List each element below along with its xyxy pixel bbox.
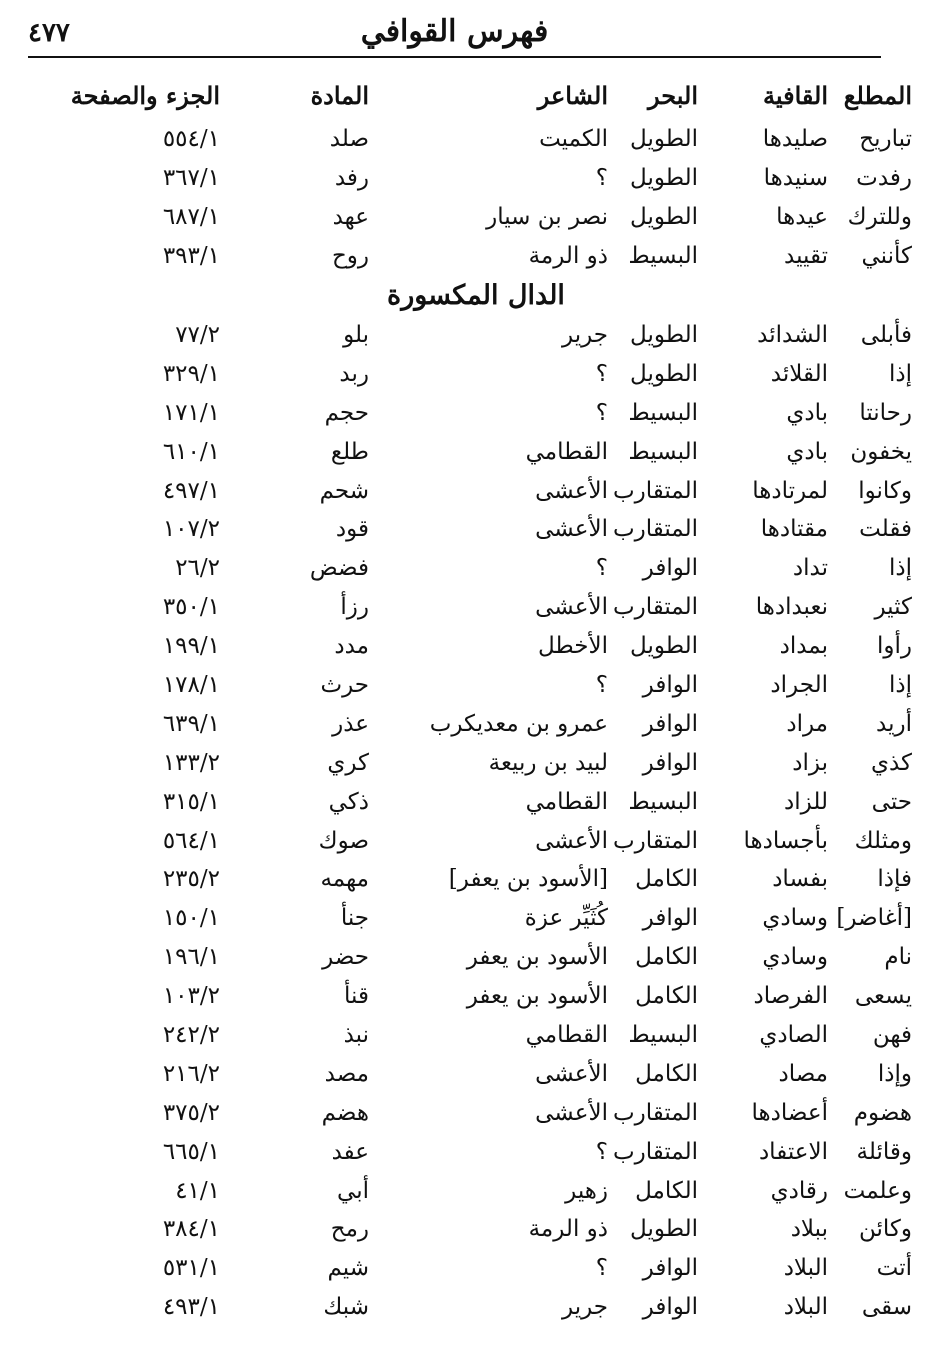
qafia-cell: رقادي <box>770 1177 828 1204</box>
madda-cell: شيم <box>327 1255 369 1282</box>
table-row <box>40 1249 912 1288</box>
shaer-cell: القطامي <box>525 1022 608 1049</box>
shaer-cell: الأعشى <box>535 1099 608 1126</box>
bahr-cell: الوافر <box>642 672 698 699</box>
qafia-cell: البلاد <box>783 1255 828 1282</box>
qafia-cell: الجراد <box>770 672 828 699</box>
volume-page-cell: ١٥٠/١ <box>162 905 220 932</box>
madda-cell: نبذ <box>343 1022 369 1049</box>
section-heading-body <box>40 276 912 316</box>
bahr-cell: المتقارب <box>612 477 698 504</box>
bahr-cell: الكامل <box>635 1060 698 1087</box>
qafia-cell: نعبدادها <box>755 594 828 621</box>
qafia-cell: البلاد <box>783 1294 828 1321</box>
shaer-cell: الأعشى <box>535 1060 608 1087</box>
qafia-cell: وسادي <box>762 944 828 971</box>
bahr-cell: المتقارب <box>612 827 698 854</box>
table-body-bottom <box>40 316 912 1327</box>
bahr-cell: المتقارب <box>612 1099 698 1126</box>
madda-cell: روح <box>331 243 369 270</box>
madda-cell: شبك <box>323 1294 369 1321</box>
bahr-cell: الطويل <box>630 126 698 153</box>
matla-cell: كأنني <box>861 243 912 270</box>
page-title: فهرس القوافي <box>360 14 549 49</box>
table-row <box>40 120 912 159</box>
shaer-cell: الكميت <box>539 126 608 153</box>
bahr-cell: البسيط <box>628 399 698 426</box>
column-header-qafia: القافية <box>762 80 828 110</box>
matla-cell: إذا <box>888 555 912 582</box>
shaer-cell: جرير <box>562 1294 608 1321</box>
qafia-cell: بزاد <box>792 749 828 776</box>
volume-page-cell: ٣١٥/١ <box>162 788 220 815</box>
madda-cell: جنأ <box>340 905 369 932</box>
qafia-cell: صليدها <box>762 126 828 153</box>
table-row <box>40 860 912 899</box>
volume-page-cell: ١٩٦/١ <box>162 944 220 971</box>
rhymes-index-table <box>40 70 912 1327</box>
matla-cell: كثير <box>874 594 912 621</box>
bahr-cell: الكامل <box>635 983 698 1010</box>
volume-page-cell: ٢٣٥/٢ <box>162 866 220 893</box>
bahr-cell: البسيط <box>628 243 698 270</box>
bahr-cell: الكامل <box>635 866 698 893</box>
qafia-cell: بادي <box>786 399 828 426</box>
column-header-volume-page: الجزء والصفحة <box>70 80 220 110</box>
table-row <box>40 237 912 276</box>
volume-page-cell: ٢١٦/٢ <box>162 1060 220 1087</box>
volume-page-cell: ٢٤٢/٢ <box>162 1022 220 1049</box>
qafia-cell: مصاد <box>778 1060 828 1087</box>
column-header-madda: المادة <box>310 80 369 110</box>
table-row <box>40 510 912 549</box>
table-row <box>40 1171 912 1210</box>
bahr-cell: الوافر <box>642 555 698 582</box>
bahr-cell: البسيط <box>628 788 698 815</box>
madda-cell: مهمه <box>320 866 369 893</box>
table-row <box>40 471 912 510</box>
matla-cell: كذي <box>870 749 912 776</box>
table-row <box>40 743 912 782</box>
matla-cell: إذا <box>888 360 912 387</box>
qafia-cell: ببلاد <box>790 1216 828 1243</box>
shaer-cell: ؟ <box>595 165 608 192</box>
matla-cell: هضوم <box>853 1099 912 1126</box>
shaer-cell: عمرو بن معديكرب <box>429 710 608 737</box>
qafia-cell: تداد <box>792 555 828 582</box>
table-header-row <box>40 70 912 120</box>
matla-cell: فهن <box>872 1022 912 1049</box>
madda-cell: طلع <box>330 438 369 465</box>
qafia-cell: الفرصاد <box>753 983 828 1010</box>
volume-page-cell: ١٩٩/١ <box>162 633 220 660</box>
table-row <box>40 782 912 821</box>
qafia-cell: تقييد <box>784 243 828 270</box>
madda-cell: حجم <box>324 399 369 426</box>
madda-cell: فضض <box>309 555 369 582</box>
table-row <box>40 1210 912 1249</box>
madda-cell: شحم <box>319 477 369 504</box>
shaer-cell: الأسود بن يعفر <box>466 944 608 971</box>
table-row <box>40 1016 912 1055</box>
qafia-cell: الصادي <box>759 1022 828 1049</box>
matla-cell: سقى <box>861 1294 912 1321</box>
table-row <box>40 938 912 977</box>
volume-page-cell: ٣٦٧/١ <box>162 165 220 192</box>
bahr-cell: البسيط <box>628 1022 698 1049</box>
shaer-cell: ؟ <box>595 360 608 387</box>
bahr-cell: الكامل <box>635 1177 698 1204</box>
volume-page-cell: ١٧١/١ <box>162 399 220 426</box>
volume-page-cell: ٣٨٤/١ <box>162 1216 220 1243</box>
bahr-cell: المتقارب <box>612 516 698 543</box>
qafia-cell: مقتادها <box>760 516 828 543</box>
volume-page-cell: ٥٥٤/١ <box>162 126 220 153</box>
matla-cell: وقائلة <box>856 1138 912 1165</box>
qafia-cell: بمداد <box>779 633 828 660</box>
volume-page-cell: ٦٦٥/١ <box>162 1138 220 1165</box>
madda-cell: صوك <box>318 827 369 854</box>
matla-cell: ومثلك <box>854 827 912 854</box>
table-row <box>40 1093 912 1132</box>
table-row <box>40 432 912 471</box>
header-rule <box>28 56 881 58</box>
madda-cell: هضم <box>321 1099 369 1126</box>
volume-page-cell: ٣٢٩/١ <box>162 360 220 387</box>
table-row <box>40 899 912 938</box>
madda-cell: حرث <box>320 672 369 699</box>
volume-page-cell: ١٠٧/٢ <box>162 516 220 543</box>
table-row <box>40 821 912 860</box>
volume-page-cell: ٥٦٤/١ <box>162 827 220 854</box>
matla-cell: وكانوا <box>858 477 912 504</box>
volume-page-cell: ٤٩٧/١ <box>162 477 220 504</box>
madda-cell: ذكي <box>328 788 369 815</box>
section-heading-row <box>40 276 912 316</box>
bahr-cell: الوافر <box>642 710 698 737</box>
table-row <box>40 393 912 432</box>
madda-cell: رفد <box>334 165 369 192</box>
bahr-cell: الطويل <box>630 322 698 348</box>
madda-cell: عهد <box>332 204 369 231</box>
matla-cell: وكائن <box>859 1216 912 1243</box>
matla-cell: فإذا <box>877 866 912 893</box>
madda-cell: قنأ <box>344 983 369 1010</box>
madda-cell: كري <box>327 749 369 776</box>
matla-cell: نام <box>884 944 912 971</box>
matla-cell: وللترك <box>847 204 912 231</box>
volume-page-cell: ٦٨٧/١ <box>162 204 220 231</box>
madda-cell: مصد <box>324 1060 369 1087</box>
madda-cell: عذر <box>332 710 369 737</box>
table-row <box>40 354 912 393</box>
page-number: ٤٧٧ <box>28 18 70 48</box>
madda-cell: بلو <box>343 322 369 348</box>
column-header-matla: المطلع <box>843 80 912 110</box>
qafia-cell: بفساد <box>772 866 828 893</box>
volume-page-cell: ٣٧٥/٢ <box>162 1099 220 1126</box>
column-header-bahr: البحر <box>648 80 698 110</box>
section-heading: الدال المكسورة <box>387 280 565 312</box>
bahr-cell: الوافر <box>642 905 698 932</box>
qafia-cell: بادي <box>786 438 828 465</box>
bahr-cell: الوافر <box>642 1294 698 1321</box>
bahr-cell: الطويل <box>630 204 698 231</box>
bahr-cell: الوافر <box>642 1255 698 1282</box>
table-row <box>40 704 912 743</box>
shaer-cell: ؟ <box>595 555 608 582</box>
volume-page-cell: ٣٩٣/١ <box>162 243 220 270</box>
table-row <box>40 627 912 666</box>
shaer-cell: نصر بن سيار <box>486 204 608 231</box>
matla-cell: أريد <box>876 710 912 737</box>
table-row <box>40 588 912 627</box>
madda-cell: عفد <box>331 1138 369 1165</box>
bahr-cell: الطويل <box>630 360 698 387</box>
qafia-cell: سنيدها <box>763 165 828 192</box>
qafia-cell: مراد <box>786 710 828 737</box>
madda-cell: أبي <box>337 1177 369 1204</box>
qafia-cell: بأجسادها <box>743 827 828 854</box>
matla-cell: يخفون <box>850 438 912 465</box>
matla-cell: تباريح <box>859 126 912 153</box>
shaer-cell: الأعشى <box>535 516 608 543</box>
table-row <box>40 159 912 198</box>
volume-page-cell: ٢٦/٢ <box>175 555 220 582</box>
matla-cell: [أغاضر] <box>836 905 912 932</box>
qafia-cell: لمرتادها <box>752 477 828 504</box>
volume-page-cell: ٤١/١ <box>175 1177 220 1204</box>
table-row <box>40 1054 912 1093</box>
table-row <box>40 666 912 705</box>
bahr-cell: الكامل <box>635 944 698 971</box>
page-header <box>28 8 881 56</box>
matla-cell: أتت <box>876 1255 912 1282</box>
bahr-cell: البسيط <box>628 438 698 465</box>
shaer-cell: زهير <box>565 1177 608 1204</box>
matla-cell: إذا <box>888 672 912 699</box>
bahr-cell: المتقارب <box>612 594 698 621</box>
table-row <box>40 198 912 237</box>
shaer-cell: ؟ <box>595 1255 608 1282</box>
table-row <box>40 316 912 355</box>
qafia-cell: الاعتفاد <box>758 1138 828 1165</box>
shaer-cell: الأعشى <box>535 827 608 854</box>
shaer-cell: لبيد بن ربيعة <box>488 749 608 776</box>
matla-cell: رحانتا <box>859 399 912 426</box>
volume-page-cell: ١٠٣/٢ <box>162 983 220 1010</box>
shaer-cell: جرير <box>562 322 608 348</box>
shaer-cell: القطامي <box>525 438 608 465</box>
table-row <box>40 549 912 588</box>
matla-cell: حتى <box>871 788 912 815</box>
madda-cell: رزأ <box>340 594 369 621</box>
table-row <box>40 977 912 1016</box>
volume-page-cell: ٤٩٣/١ <box>162 1294 220 1321</box>
volume-page-cell: ١٣٣/٢ <box>162 749 220 776</box>
shaer-cell: القطامي <box>525 788 608 815</box>
shaer-cell: الأعشى <box>535 477 608 504</box>
matla-cell: فأبلى <box>860 322 912 348</box>
shaer-cell: كُثَيِّر عزة <box>524 905 608 932</box>
table-body-top <box>40 120 912 276</box>
table-row <box>40 1288 912 1327</box>
bahr-cell: الطويل <box>630 1216 698 1243</box>
matla-cell: يسعى <box>854 983 912 1010</box>
qafia-cell: عيدها <box>776 204 828 231</box>
bahr-cell: الوافر <box>642 749 698 776</box>
madda-cell: صلد <box>329 126 369 153</box>
matla-cell: وإذا <box>877 1060 912 1087</box>
shaer-cell: [الأسود بن يعفر] <box>448 866 608 893</box>
shaer-cell: الأعشى <box>535 594 608 621</box>
volume-page-cell: ٦٣٩/١ <box>162 710 220 737</box>
volume-page-cell: ٦١٠/١ <box>162 438 220 465</box>
shaer-cell: الأخطل <box>537 633 608 660</box>
madda-cell: حضر <box>322 944 369 971</box>
bahr-cell: الطويل <box>630 165 698 192</box>
shaer-cell: الأسود بن يعفر <box>466 983 608 1010</box>
bahr-cell: الطويل <box>630 633 698 660</box>
shaer-cell: ؟ <box>595 399 608 426</box>
shaer-cell: ذو الرمة <box>528 243 608 270</box>
matla-cell: فقلت <box>859 516 912 543</box>
bahr-cell: المتقارب <box>612 1138 698 1165</box>
volume-page-cell: ٥٣١/١ <box>162 1255 220 1282</box>
matla-cell: رفدت <box>856 165 912 192</box>
table-row <box>40 1132 912 1171</box>
volume-page-cell: ٣٥٠/١ <box>162 594 220 621</box>
qafia-cell: الشدائد <box>757 322 828 348</box>
qafia-cell: وسادي <box>762 905 828 932</box>
column-header-shaer: الشاعر <box>537 80 608 110</box>
qafia-cell: للزاد <box>784 788 828 815</box>
shaer-cell: ذو الرمة <box>528 1216 608 1243</box>
madda-cell: رمح <box>330 1216 369 1243</box>
madda-cell: ربد <box>339 360 369 387</box>
volume-page-cell: ٧٧/٢ <box>175 322 220 348</box>
qafia-cell: أعضادها <box>751 1099 828 1126</box>
volume-page-cell: ١٧٨/١ <box>162 672 220 699</box>
shaer-cell: ؟ <box>595 1138 608 1165</box>
matla-cell: رأوا <box>877 633 912 660</box>
madda-cell: مدد <box>334 633 369 660</box>
madda-cell: قود <box>335 516 369 543</box>
qafia-cell: القلائد <box>770 360 828 387</box>
shaer-cell: ؟ <box>595 672 608 699</box>
matla-cell: وعلمت <box>843 1177 912 1204</box>
